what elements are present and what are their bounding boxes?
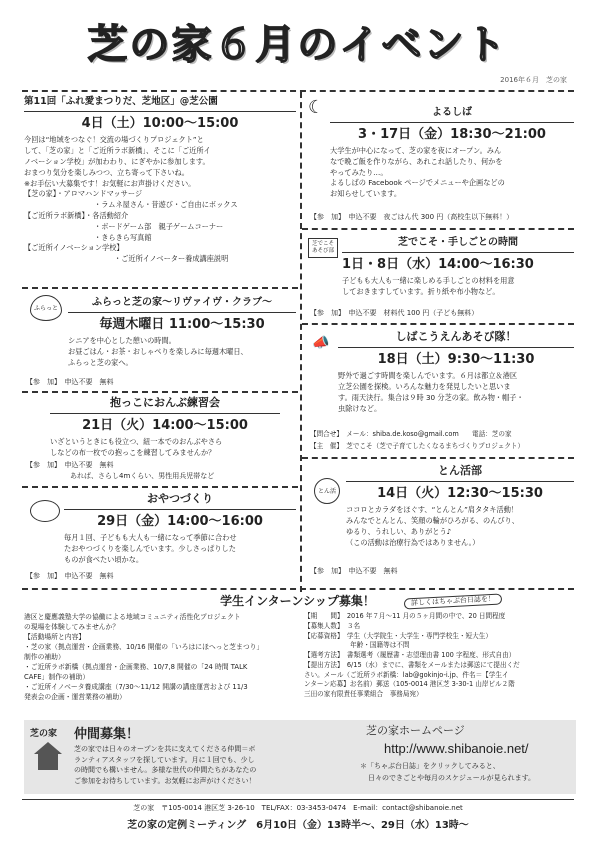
- nakama-title: 仲間募集！: [74, 727, 140, 742]
- text-line: 【ご近所ラボ新橋】・各活動紹介: [24, 210, 129, 220]
- text-line: シニアを中心とした憩いの時間。: [68, 336, 176, 346]
- text-line: 三田の家有限責任事業組合 事務局宛）: [304, 690, 423, 698]
- text-line: 立芝公園を探検。いろんな魅力を発見したいと思いま: [338, 382, 511, 392]
- text-line: ・ボードゲーム部 親子ゲームコーナー: [94, 221, 224, 231]
- oyatsu-when: 29日（金）14:00〜16:00: [97, 513, 263, 529]
- text-line: 虫除けなど。: [338, 403, 382, 413]
- fureai-title: 第11回「ふれ愛まつりだ、芝地区」@芝公園: [24, 96, 218, 107]
- homepage-note-1: ＊「ちゃぶ台日誌」をクリックしてみると、: [360, 762, 500, 770]
- yorushiba-title: よるしば: [432, 107, 472, 118]
- text-line: 子どもも大人も一緒に楽しめる手しごとの材料を用意: [342, 276, 515, 286]
- text-line: 【募集人数】 ３名: [304, 621, 361, 630]
- page-title: 芝の家６月のイベント: [87, 22, 508, 68]
- divider: [22, 486, 298, 488]
- text-line: ・ラムネ屋さん・昔遊び・ご自由にボックス: [94, 200, 238, 210]
- moon-icon: ☾: [308, 97, 325, 118]
- furatto-when: 毎週木曜日 11:00〜15:30: [99, 316, 265, 332]
- text-line: （この活動は治療行為ではありません。）: [346, 537, 480, 547]
- text-line: 大学生が中心になって、芝の家を夜にオープン。みん: [330, 146, 502, 156]
- oyatsu-title: おやつづくり: [147, 492, 213, 505]
- house-icon: [34, 742, 62, 754]
- shibakoen-contact: 【問合せ】 メール：shiba.de.koso@gmail.com 電話：芝の家: [310, 430, 512, 438]
- pot-icon: [30, 500, 60, 522]
- text-line: ・きらきら写真館: [94, 232, 152, 242]
- text-line: ・ご近所イノベータ養成講座（7/30〜11/12 開講の講座運営および 11/3: [24, 683, 248, 692]
- text-line: やってみたり…。: [330, 167, 388, 177]
- text-line: ノベーション学校」が加わわり、にぎやかに参加します。: [24, 156, 210, 166]
- heart-badge: ふらっと: [30, 295, 62, 321]
- text-line: ゆるり、うれしい、ありがとう♪: [346, 526, 452, 536]
- text-line: 発表会の企画・運営業務の補助）: [24, 693, 126, 702]
- text-line: 芝の家では日々のオープンを共に支えてくださる仲間＝ボ: [74, 745, 256, 753]
- dakko-fee: 【参 加】 申込不要 無料: [26, 461, 114, 469]
- furatto-title: ふらっと芝の家〜リヴァイヴ・クラブ〜: [92, 297, 272, 308]
- divider: [22, 90, 574, 92]
- text-line: 今回は“地域をつなぐ！交流の場づくりプロジェクト”と: [24, 135, 204, 145]
- text-line: 【応募資格】 学生（大学院生・大学生・専門学校生・短大生）: [304, 631, 492, 640]
- text-line: ・芝の家（拠点運営・企画業務、10/16 開催の「いろはにほへっと芝まつり」: [24, 643, 264, 652]
- text-line: おまつり気分を楽しみつつ、立ち寄って下さいね。: [24, 167, 189, 177]
- megaphone-icon: 📣: [312, 335, 330, 351]
- text-line: ・ご近所ラボ新橋（拠点運営・企画業務、10/7,8 開催の「24 時間 TALK: [24, 663, 248, 672]
- house-body: [38, 754, 58, 770]
- teshigoto-fee: 【参 加】 申込不要 材料代 100 円（子ども無料）: [310, 309, 479, 317]
- text-line: の現場を体験してみませんか？: [24, 623, 120, 632]
- text-line: さい。メール（ご近所ラボ新橋：lab@gokinjo-i.jp、件名＝【学生イ: [304, 670, 509, 679]
- text-line: 毎月１回、子どもも大人も一緒になって季節に合わせ: [64, 533, 237, 543]
- issue-date: 2016年６月 芝の家: [500, 76, 567, 84]
- text-line: ココロとカラダをほぐす、“とんとん”肩タタキ活動！: [346, 505, 519, 515]
- yorushiba-section: [330, 106, 574, 200]
- text-line: しておきますしています。折り紙や布小物など。: [342, 286, 500, 296]
- text-line: たおやつづくりを楽しんでいます。少しさっぱりした: [64, 544, 236, 554]
- text-line: ランティアスタッフを探しています。月に１回でも、少し: [74, 755, 255, 764]
- text-line: ンターン応募】お名前）郵送（105-0014 港区芝 3-30-1 山岸ビル２階: [304, 680, 515, 689]
- footer-meeting: 芝の家の定例ミーティング 6月10日（金）13時半〜、29日（水）13時〜: [127, 820, 469, 832]
- dakko-section: [50, 396, 280, 459]
- text-line: 【ご近所イノベーション学校】: [24, 243, 124, 253]
- intern-left: [24, 612, 300, 702]
- text-line: 年齢・国籍等は不問: [304, 641, 410, 650]
- furatto-section: [68, 296, 296, 368]
- dakko-bring: あれば、さらし4mくらい、男性用兵児帯など: [70, 472, 215, 480]
- fureai-when: 4日（土）10:00〜15:00: [81, 115, 239, 131]
- oyatsu-fee: 【参 加】 申込不要 無料: [26, 572, 114, 580]
- text-line: いざというときにも役立つ、紐一本でのおんぶやさら: [50, 437, 223, 447]
- dakko-title: 抱っこにおんぶ練習会: [110, 396, 220, 409]
- text-line: 【期 間】 2016 年７月〜11 月の５ヶ月間の中で、20 日間程度: [304, 612, 506, 620]
- tonkatsu-title: とん活部: [438, 464, 482, 477]
- text-line: 港区と慶應義塾大学の協働による地域コミュニティ活性化プロジェクト: [24, 613, 241, 621]
- text-line: CAFE」制作の補助）: [24, 673, 90, 682]
- footer-address: 芝の家 〒105-0014 港区芝 3-26-10 TEL/FAX：03-3453-0474 E-mail：contact@shibanoie.net: [133, 804, 463, 812]
- shibakoen-when: 18日（土）9:30〜11:30: [377, 351, 535, 367]
- text-line: お昼ごはん・お茶・おしゃべりを楽しみに毎週木曜日、: [68, 346, 248, 356]
- text-line: ・ご近所イノベーター養成講座説明: [114, 254, 229, 264]
- shibakoen-title: しばこうえんあそび隊！: [395, 330, 517, 343]
- yorushiba-fee: 【参 加】 申込不要 夜ごはん代 300 円（高校生以下無料！）: [310, 213, 514, 221]
- text-line: 【活動場所と内容】: [24, 633, 86, 642]
- text-line: みんなでとんとん、笑顔の輪がひろがる、のんびり、: [346, 516, 519, 526]
- divider: [302, 457, 574, 459]
- intern-note: 詳しくはちゃぶ台日誌を！: [404, 593, 502, 610]
- homepage-url[interactable]: http://www.shibanoie.net/: [384, 741, 529, 756]
- text-line: ふらっと芝の家へ。: [68, 357, 133, 367]
- divider: [22, 588, 574, 590]
- nakama-body: [74, 744, 344, 786]
- homepage-label: 芝の家ホームページ: [366, 724, 465, 737]
- furatto-fee: 【参 加】 申込不要 無料: [26, 378, 114, 386]
- text-line: して、「芝の家」と「ご近所ラボ新橋」、そこに「ご近所イ: [24, 146, 211, 156]
- yorushiba-when: 3・17日（金）18:30〜21:00: [358, 126, 546, 142]
- divider: [302, 323, 574, 325]
- text-line: 野外で過ごす時間を楽しんでいます。６月は都立＆港区: [338, 371, 518, 381]
- shibakoen-section: [338, 330, 574, 415]
- text-line: しなどの布一枚での抱っこを練習してみませんか？: [50, 448, 216, 458]
- text-line: 制作の補助）: [24, 653, 65, 662]
- divider: [302, 228, 574, 230]
- oyatsu-section: [64, 492, 296, 566]
- tonkatsu-section: [346, 464, 574, 549]
- shibakoen-host: 【主 催】 芝でこそ（芝で子育てしたくなるまちづくりプロジェクト）: [310, 442, 525, 450]
- intern-title: 学生インターンシップ募集！: [220, 594, 375, 608]
- text-line: ご参加をお待ちしています。お気軽にお声がけください！: [74, 776, 256, 785]
- teshigoto-section: [342, 236, 574, 298]
- text-line: 【提出方法】 6/15（水）までに、書類をメールまたは郵送にて提出くだ: [304, 660, 520, 669]
- tonkatsu-badge: とん活: [314, 478, 340, 504]
- text-line: なで晩ご飯を作りながら、あれこれ話したり、何かを: [330, 156, 503, 166]
- text-line: す。雨天決行。集合は９時 30 分芝の家。飲み物・帽子・: [338, 392, 524, 402]
- asobibu-badge: 芝でこそ あそび部: [308, 238, 338, 258]
- house-label: 芝の家: [30, 729, 58, 739]
- footer: [22, 799, 574, 833]
- text-line: ものが食べたい頃かな。: [64, 554, 144, 564]
- text-line: の時間でも構いません。多様な世代の仲間たちがあなたの: [74, 766, 257, 774]
- text-line: お知らせしています。: [330, 189, 402, 199]
- dakko-when: 21日（火）14:00〜15:00: [82, 417, 248, 433]
- text-line: ※お手伝い大募集です！お気軽にお声掛けください。: [24, 178, 196, 188]
- text-line: 【選考方法】 書類選考（履歴書・志望理由書 100 字程度、形式自由）: [304, 651, 516, 659]
- text-line: よるしばの Facebook ページでメニューや企画などの: [330, 178, 505, 188]
- teshigoto-when: 1日・8日（水）14:00〜16:30: [342, 256, 534, 272]
- divider: [22, 287, 298, 289]
- teshigoto-title: 芝でこそ・手しごとの時間: [398, 237, 518, 248]
- intern-right: [304, 612, 576, 700]
- tonkatsu-when: 14日（火）12:30〜15:30: [377, 485, 543, 501]
- homepage-note-2: 日々のできごとや毎月のスケジュールが見られます。: [368, 774, 536, 782]
- column-divider: [300, 92, 302, 592]
- divider: [22, 391, 298, 393]
- tonkatsu-fee: 【参 加】 申込不要 無料: [310, 567, 398, 575]
- fureai-section: [24, 96, 296, 265]
- text-line: 【芝の家】・アロマハンドマッサージ: [24, 189, 143, 199]
